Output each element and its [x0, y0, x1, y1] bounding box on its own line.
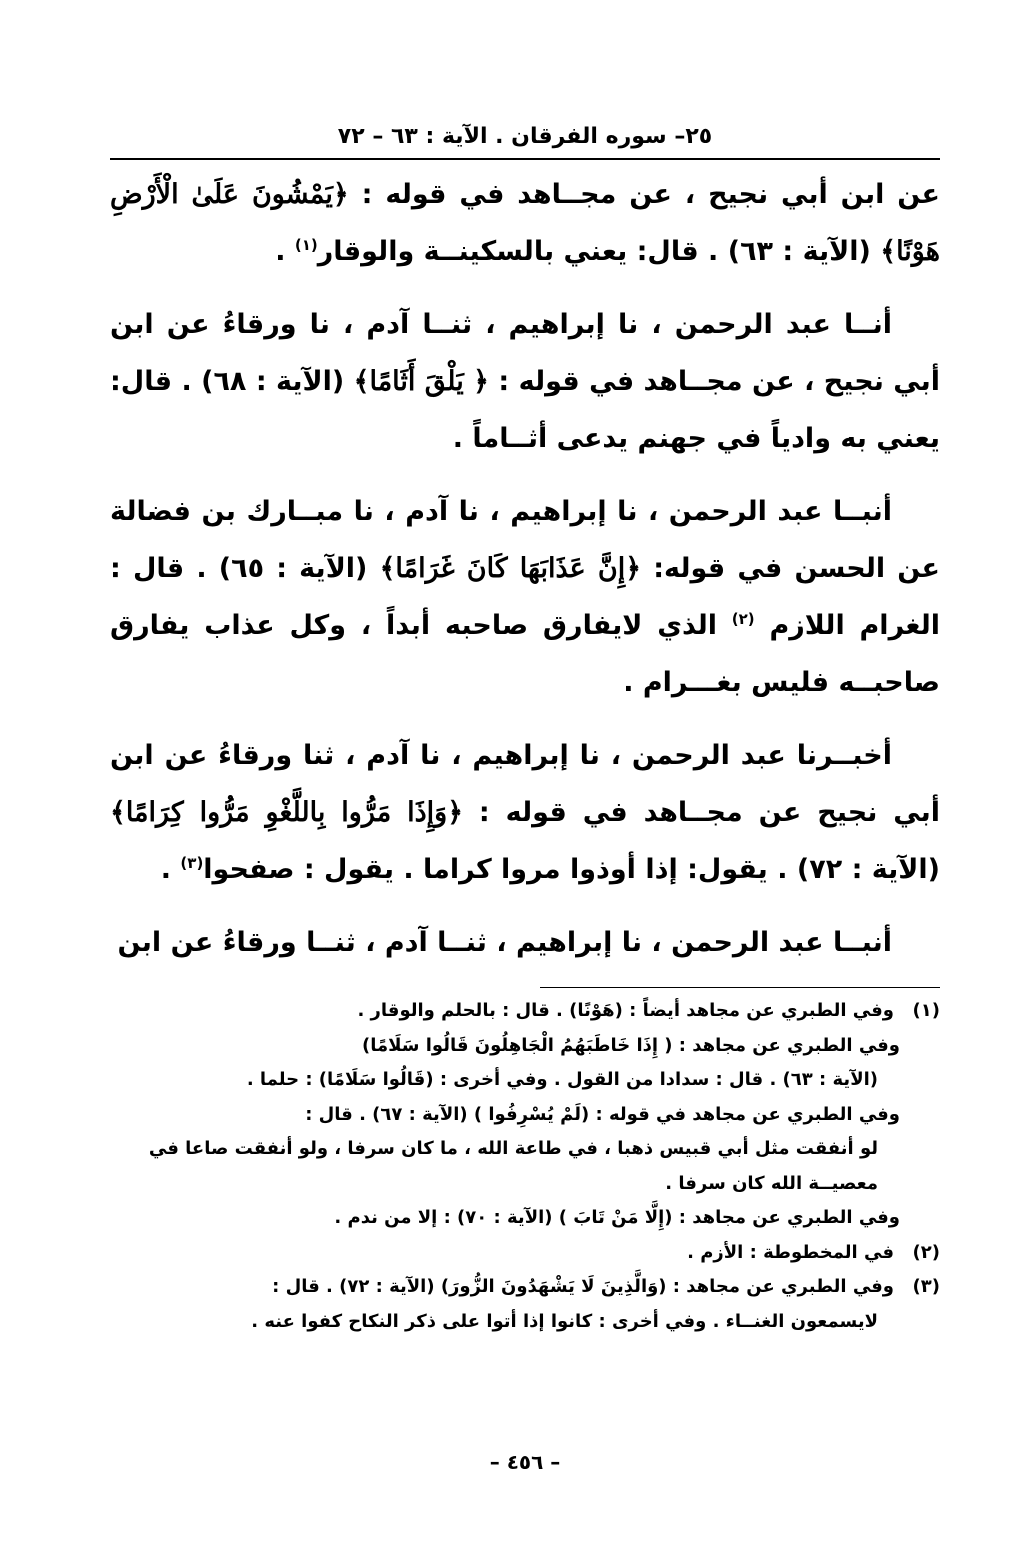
footnote-number: (٣) — [912, 1276, 940, 1297]
paragraph — [110, 296, 940, 467]
paragraph-text: . — [275, 236, 295, 267]
paragraph-text: (الآية : ٦٨) . قال: يعني به وادياً في جهنم يدعى أثــاماً . — [110, 366, 940, 454]
footnote-line — [110, 1236, 940, 1271]
paragraph-text: أنبــا عبد الرحمن ، نا إبراهيم ، ثنــا آدم ، ثنــا ورقاءُ عن ابن — [117, 927, 892, 958]
footnote-reference: (١) — [294, 236, 318, 254]
paragraph — [110, 166, 940, 280]
document-page — [110, 120, 940, 1520]
paragraph-text: الذي لايفارق صاحبه أبداً ، وكل عذاب يفارق صاحبــه فليس بغـــرام . — [110, 610, 940, 698]
footnote-text: وفي الطبري عن مجاهد أيضاً : (هَوْنًا) . قال : بالحلم والوقار . — [357, 1000, 894, 1021]
running-header: ٢٥– سوره الفرقان . الآية : ٦٣ – ٧٢ — [337, 124, 713, 149]
footnote-text: وفي الطبري عن مجاهد في قوله : (لَمْ يُسْرِفُوا ) (الآية : ٦٧) . قال : — [305, 1103, 900, 1125]
footnote-rule — [540, 987, 940, 988]
footnote-line — [110, 1132, 940, 1167]
header-rule — [110, 158, 940, 160]
main-text — [110, 166, 940, 971]
footnote-text: وفي الطبري عن مجاهد : (وَالَّذِينَ لَا يَشْهَدُونَ الزُّورَ) (الآية : ٧٢) . قال : — [272, 1276, 894, 1297]
paragraph-text: أنــا عبد الرحمن ، نا إبراهيم ، ثنــا آدم ، نا ورقاءُ عن ابن أبي نجيح ، عن مجــاهد في قوله : — [110, 309, 941, 397]
page-number: – ٤٥٦ – — [489, 1450, 561, 1474]
footnote-line — [110, 1201, 940, 1236]
footnote-line — [110, 1029, 940, 1064]
footnote-text: في المخطوطة : الأزم . — [687, 1241, 894, 1263]
paragraph-text: عن ابن أبي نجيح ، عن مجــاهد في قوله : — [348, 179, 940, 210]
footnote-reference: (٣) — [180, 854, 204, 872]
paragraph — [110, 483, 940, 711]
paragraph-text: (الآية : ٧٢) . يقول: إذا أوذوا مروا كراما . يقول : صفحوا — [203, 854, 940, 885]
footnote-text: لايسمعون الغنــاء . وفي أخرى : كانوا إذا أتوا على ذكر النكاح كفوا عنه . — [251, 1310, 878, 1332]
paragraph-text: أنبــا عبد الرحمن ، نا إبراهيم ، نا آدم ، نا مبــارك بن فضالة عن الحسن في قوله: — [110, 496, 940, 584]
quran-verse: ﴿يَمْشُونَ عَلَىٰ الْأَرْضِ هَوْنًا﴾ — [110, 179, 940, 267]
footnote-line — [110, 1270, 940, 1305]
paragraph-text: (الآية : ٦٣) . قال: يعني بالسكينــة والوقار — [317, 236, 881, 267]
quran-verse: ﴿ يَلْقَ أَثَامًا﴾ — [353, 366, 489, 397]
footnote-text: (الآية : ٦٣) . قال : سدادا من القول . وفي أخرى : (قَالُوا سَلَامًا) : حلما . — [246, 1069, 878, 1090]
paragraph-text: أخبــرنا عبد الرحمن ، نا إبراهيم ، نا آدم ، ثنا ورقاءُ عن ابن أبي نجيح عن مجــاهد في قوله : — [110, 740, 940, 828]
footnote-line — [110, 1098, 940, 1133]
paragraph-text: . — [160, 854, 181, 885]
footnote-text: وفي الطبري عن مجاهد : (إِلَّا مَنْ تَابَ ) (الآية : ٧٠) : إلا من ندم . — [334, 1207, 900, 1228]
footnote-reference: (٢) — [731, 610, 755, 628]
footnote-line — [110, 994, 940, 1029]
footnote-text: معصيــة الله كان سرفا . — [665, 1172, 878, 1194]
paragraph — [110, 914, 940, 971]
footnote-text: لو أنفقت مثل أبي قبيس ذهبا ، في طاعة الله ، ما كان سرفا ، ولو أنفقت صاعا في — [148, 1138, 878, 1159]
footnote-number: (٢) — [912, 1241, 940, 1263]
footnote-line — [110, 1167, 940, 1202]
footnote-line — [110, 1305, 940, 1340]
paragraph — [110, 727, 940, 898]
paragraph-text: (الآية : ٦٥) . قال : الغرام اللازم — [110, 553, 940, 641]
footnote-number: (١) — [912, 1000, 940, 1021]
footnote-text: وفي الطبري عن مجاهد : ( إِذَا خَاطَبَهُمُ الْجَاهِلُونَ قَالُوا سَلَامًا) — [361, 1034, 900, 1056]
footnote-line — [110, 1063, 940, 1098]
quran-verse: ﴿إِنَّ عَذَابَهَا كَانَ غَرَامًا﴾ — [379, 553, 642, 584]
footnotes — [110, 994, 940, 1339]
quran-verse: ﴿وَإِذَا مَرُّوا بِاللَّغْوِ مَرُّوا كِرَامًا﴾ — [110, 797, 464, 828]
